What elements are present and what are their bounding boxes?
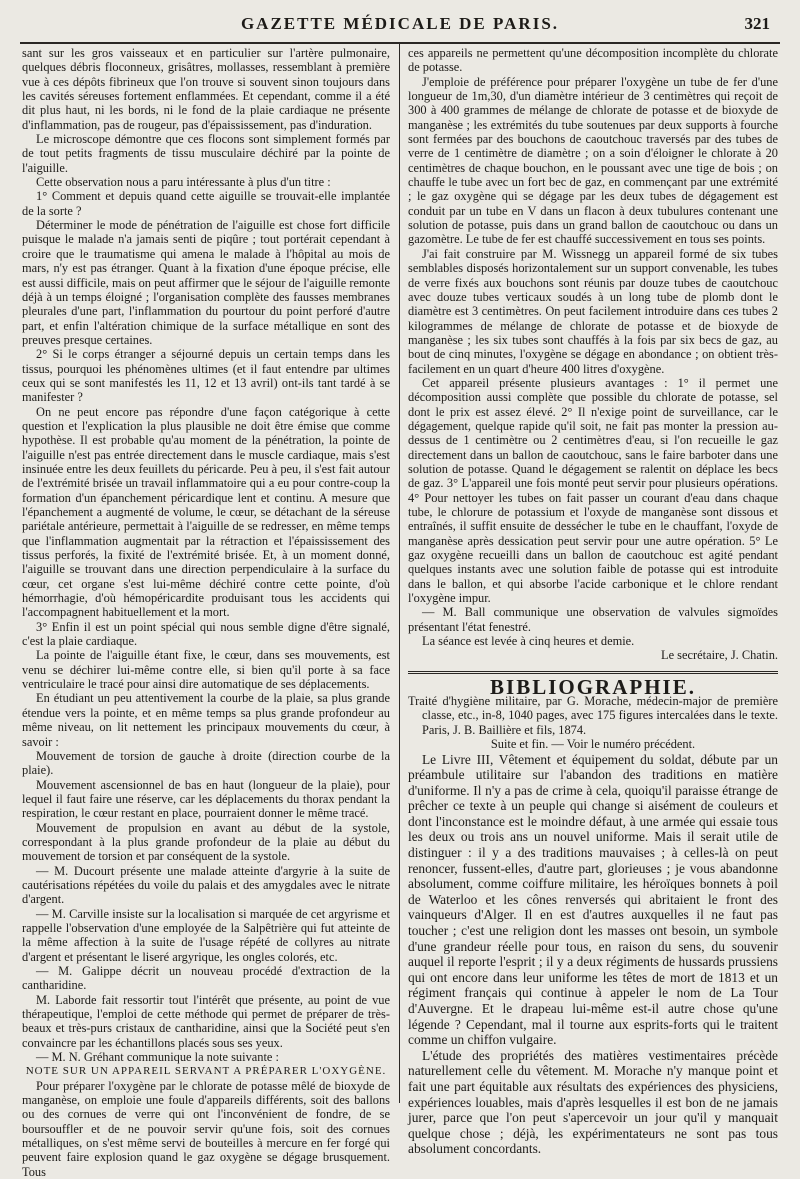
paragraph: sant sur les gros vaisseaux et en particulier sur l'artère pulmonaire, quelques débris floconneux, grisâtres, mollasses, ressemblant à première vue à ces dépôts fibrineux que l'on trouve si souvent sinon toujours dans les cavités séreuses fortement enflammées. Et cependant, comme il a été dit plus haut, ni les bords, ni le fond de la plaie cardiaque ne présente d'inflammation, pas de rougeur, pas d'épaississement, pas d'induration. — [22, 46, 390, 132]
paragraph: Mouvement de torsion de gauche à droite (direction courbe de la plaie). — [22, 748, 390, 778]
paragraph: L'étude des propriétés des matières vestimentaires précède naturellement celle du vêtement. M. Morache n'y manque point et fait une part équitable aux résultats des expériences des physiciens, expériences louables, mais d'après lesquelles il est bon de ne jamais jurer, parce que l'on peut s'apercevoir un jour qu'il y manquait quelque chose ; déjà, les expérimentateurs ne sont pas tous absolument concordants. — [408, 1047, 778, 1157]
paragraph: — M. Ducourt présente une malade atteinte d'argyrie à la suite de cautérisations répétées du voile du palais et des amygdales avec le nitrate d'argent. — [22, 863, 390, 907]
paragraph: Pour préparer l'oxygène par le chlorate de potasse mêlé de bioxyde de manganèse, on emploie une foule d'appareils différents, soit des ballons ou des cornues de verre qui ont l'inconvénient de fondre, de se boursouffler et de ne pouvoir servir qu'une fois, soit des cornues métalliques, on s'est même servi de bouteilles à mercure en fer forgé qui peuvent faire explosion quand le gaz oxygène se dégage brusquement. Tous — [22, 1078, 390, 1179]
paragraph: Cet appareil présente plusieurs avantages : 1° il permet une décomposition aussi complète que possible du chlorate de potasse, sel dont le prix est assez élevé. 2° Il n'exige point de surveillance, car le dégagement, quelque rapide qu'il soit, ne fait pas monter la pression au-dessus de 1 centimètre ou 2 centimètres d'eau, si l'on recueille le gaz directement dans un ballon de caoutchouc, sans le faire barboter dans une solution de potasse. Quand le dégagement se ralentit on déplace les becs de gaz. 3° L'appareil une fois monté peut servir pour plusieurs opérations. 4° Pour nettoyer les tubes on fait passer un courant d'eau dans chaque tube, le chlorure de potassium et l'oxyde de manganèse sont dissous et entraînés, il suffit ensuite de dessécher le tube en le chauffant, l'oxyde de manganèse après dessication peut servir pour une autre opération. 5° Le gaz oxygène recueilli dans un ballon de caoutchouc est agité pendant quelques instants avec une solution faible de potasse qui est introduite dans le ballon, et qui absorbe l'acide carbonique et le chlore rendant l'oxygène impur. — [408, 375, 778, 606]
paragraph: La pointe de l'aiguille étant fixe, le cœur, dans ses mouvements, est venu se déchirer lui-même contre elle, si bien qu'il porte à sa face ventriculaire le tracé pour ainsi dire automatique de ses déplacements. — [22, 648, 390, 692]
column-divider — [399, 44, 400, 1103]
secretary-signature: Le secrétaire, J. Chatin. — [661, 648, 778, 663]
paragraph: Cette observation nous a paru intéressante à plus d'un titre : — [36, 175, 331, 190]
paragraph: 3° Enfin il est un point spécial qui nous semble digne d'être signalé, c'est la plaie cardiaque. — [22, 619, 390, 649]
paragraph: Le microscope démontre que ces flocons sont simplement formés par de tout petits fragments de tissu musculaire déchiré par la pointe de l'aiguille. — [22, 132, 390, 175]
paragraph: Mouvement de propulsion en avant au début de la systole, correspondant à la plus grande profondeur de la plaie au début du mouvement de torsion et par conséquent de la systole. — [22, 820, 390, 864]
paragraph: — M. N. Gréhant communique la note suivante : — [36, 1050, 279, 1065]
book-reference — [408, 694, 778, 737]
paragraph: Le Livre III, Vêtement et équipement du soldat, débute par un préambule utilitaire sur l'abandon des traditions en matière d'uniforme. Il n'y a pas de crime à cela, quoiqu'il paraisse étrange de prêcher ce texte à un peuple qui change si aisément de couleurs et dont l'inconstance est le moindre défaut, à une armée qui essaie tous les deux ou trois ans un nouvel uniforme. Mais il serait utile de distinguer : il y a des traditions mauvaises ; à celles-là on peut renoncer, fussent-elles, d'autre part, glorieuses ; je vous abandonne absolument, comme coiffure militaire, les héroïques bonnets à poil de Waterloo et les cônes renversés qui abritaient le front des vainqueurs d'Alger. Il en est d'autres auxquelles il ne faut pas toucher ; c'est une religion dont les masses ont besoin, un symbole d'une grandeur réelle pour tous, en raison du sens, du souvenir auquel il reporte l'esprit ; il y a deux régiments de hussards prussiens qui ont encore dans leur uniforme les têtes de mort de 1813 et un régiment français qui continue à appeler le nom de La Tour d'Auvergne. Et le drapeau lui-même est-il autre chose qu'une légende ? Cependant, mal il tourne aux esprits-forts qui le traitent comme un chiffon vulgaire. — [408, 751, 778, 1048]
header-rule — [20, 42, 780, 44]
paragraph: J'ai fait construire par M. Wissnegg un appareil formé de six tubes semblables disposés horizontalement sur un support convenable, les tubes de verre fixés aux bouchons sont réunis par douze tubes de caoutchouc avec douze tubes verticaux soudés à un long tube de plomb dont le diamètre est 3 centimètres. On peut facilement introduire dans ces tubes 2 kilogrammes de mélange de chlorate de potasse et de bioxyde de manganèse ; les six tubes sont chauffés à la fois par six becs de gaz, au bout de cinq minutes, l'oxygène se dégage en abondance ; on obtient très-facilement en un quart d'heure 400 litres d'oxygène. — [408, 246, 778, 376]
paragraph: — M. Ball communique une observation de valvules sigmoïdes présentant l'état fenestré. — [408, 605, 778, 634]
book-title: Traité d'hygiène militaire, par G. Morache, médecin-major de première classe, etc., in-8, 1040 pages, avec 175 figures intercalées dans le texte. Paris, J. B. Baillière et fils, 1874. — [408, 694, 778, 737]
paragraph: Mouvement ascensionnel de bas en haut (longueur de la plaie), pour lequel il faut faire une réserve, car les déplacements du thorax pendant la respiration, le cœur restant en place, pourraient donner le même tracé. — [22, 777, 390, 821]
journal-title: GAZETTE MÉDICALE DE PARIS. — [240, 14, 560, 33]
paragraph: On ne peut encore pas répondre d'une façon catégorique à cette question et l'explication la plus plausible ne doit être émise que comme hypothèse. Il est probable qu'au moment de la pénétration, la pointe de l'aiguille n'est pas entrée directement dans le muscle cardiaque, mais s'est insinuée entre les deux feuillets du péricarde. Peu à peu, il s'est fait autour de l'extrémité brisée un travail inflammatoire qui a eu pour contre-coup la formation d'un épanchement péricardique lent et continu. A mesure que l'épanchement a augmenté de volume, le cœur, se détachant de la séreuse pariétale antérieure, permettait à l'aiguille de se redresser, en même temps que l'inflammation augmentait par la rétraction et l'épaississement des tissus perforés, la fixité de l'extrémité brisée. Et, à un moment donné, l'aiguille se trouvant dans une direction perpendiculaire à la surface du cœur, cet organe s'est lui-même déchiré contre cette pointe, d'où hémorrhagie, d'où hémopéricardite produisant tous les accidents qui l'accompagnent habituellement et la mort. — [22, 404, 390, 620]
review-body — [408, 752, 778, 1157]
paragraph: M. Laborde fait ressortir tout l'intérêt que présente, au point de vue thérapeutique, l'emploi de cette méthode qui permet de préparer de très-beaux et très-purs cristaux de cantharidine, ainsi que la Société peut s'en convaincre par les échantillons placés sous ses yeux. — [22, 992, 390, 1050]
continuation-note: Suite et fin. — Voir le numéro précédent. — [490, 737, 696, 752]
section-rule — [408, 671, 778, 674]
paragraph: La séance est levée à cinq heures et demie. — [422, 634, 635, 649]
note-subheading: NOTE SUR UN APPAREIL SERVANT A PRÉPARER L'OXYGÈNE. — [25, 1065, 387, 1078]
page-header — [0, 14, 800, 36]
paragraph: J'emploie de préférence pour préparer l'oxygène un tube de fer d'une longueur de 1m,30, d'un diamètre intérieur de 3 centimètres qui reçoit de 300 à 400 grammes de mélange de chlorate de potasse et de bioxyde de manganèse ; les extrémités du tube soutenues par deux supports à fourche sont fermées par des bouchons de caoutchouc traversés par des tubes de verre de 1 centimètre de diamètre ; on a soin d'éloigner le chlorate à 20 centimètres de chaque bouchon, en le poussant avec une tige de bois ; on chauffe le tube avec un fort bec de gaz, en commençant par une extrémité ; le gaz oxygène qui se dégage par les deux tubes de dégagement est conduit par un tube en V dans un flacon à deux tubulures contenant une solution de potasse, puis dans un grand ballon de caoutchouc ou dans un gazomètre. Le tube de fer est chauffé successivement en tous ses points. — [408, 74, 778, 247]
right-column — [408, 46, 778, 1157]
paragraph: ces appareils ne permettent qu'une décomposition incomplète du chlorate de potasse. — [408, 46, 778, 75]
paragraph: Déterminer le mode de pénétration de l'aiguille est chose fort difficile puisque le malade n'a jamais senti de piqûre ; tout portérait cependant à croire que le traumatisme qui amena le malade à l'hôpital au mois de mars, n'y est pas étranger. Quant à la fixation d'une époque précise, elle est aussi difficile, mais on peut affirmer que le séjour de l'aiguille remonte déjà à un temps éloigné ; l'organisation complète des fausses membranes pleurales d'une part, l'inflammation du pourtour du point perforé d'autre part, et enfin l'altération chimique de la surface métallique en sont des preuves presque certaines. — [22, 218, 390, 347]
paragraph: En étudiant un peu attentivement la courbe de la plaie, sa plus grande étendue vers la pointe, et en même temps sa plus grande profondeur au même niveau, on lit nettement les principaux mouvements du cœur, à savoir : — [22, 691, 390, 749]
paragraph: 1° Comment et depuis quand cette aiguille se trouvait-elle implantée de la sorte ? — [22, 189, 390, 218]
paragraph: 2° Si le corps étranger a séjourné depuis un certain temps dans les tissus, pourquoi les phénomènes ultimes (et il faut entendre par ultimes ceux qui se sont manifestés les 11, 12 et 13 avril) ont-ils tant tardé à se manifester ? — [22, 347, 390, 405]
paragraph: — M. Galippe décrit un nouveau procédé d'extraction de la cantharidine. — [22, 964, 390, 993]
paragraph: — M. Carville insiste sur la localisation si marquée de cet argyrisme et rappelle l'observation d'une employée de la Salpêtrière qui fut atteinte de la même affection à la suite de l'usage répété de collyres au nitrate d'argent et présentant le liseré argyrique, les ongles colorés, etc. — [22, 906, 390, 964]
page-number: 321 — [744, 14, 770, 33]
bibliography-heading: BIBLIOGRAPHIE. — [490, 674, 696, 699]
left-column — [22, 46, 390, 1179]
